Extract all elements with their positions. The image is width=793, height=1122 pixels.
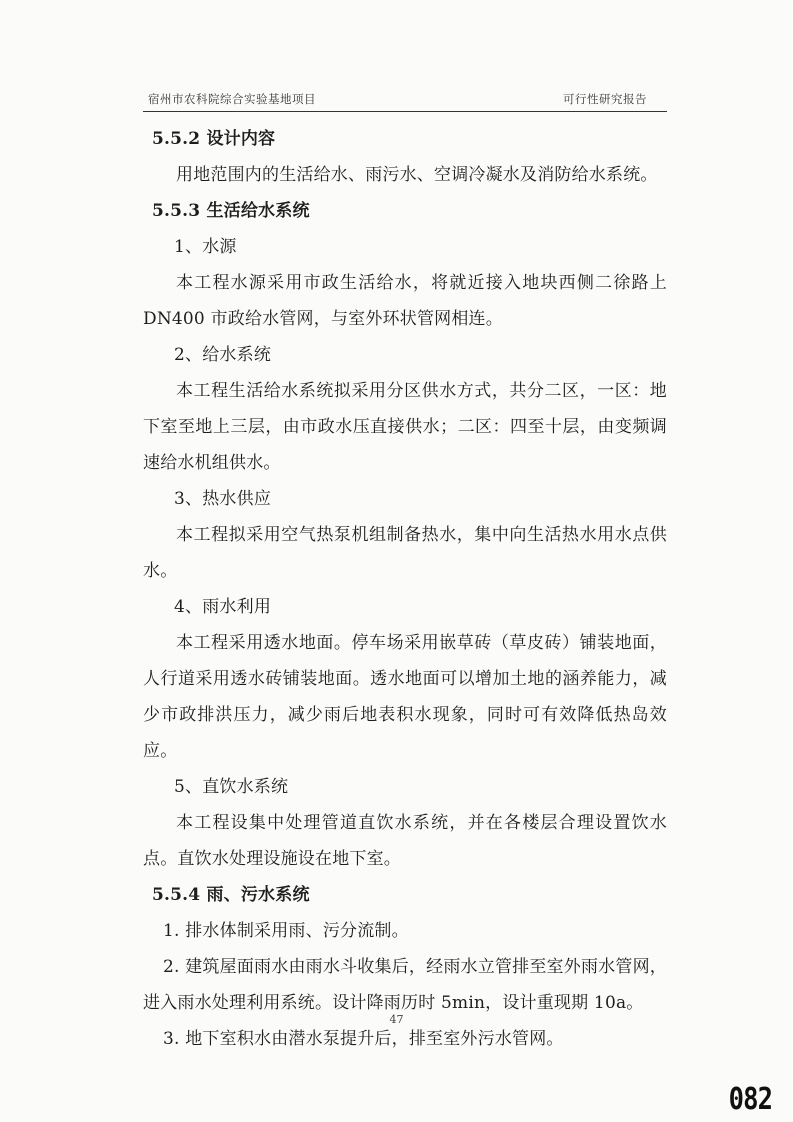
paragraph-hot-water: 本工程拟采用空气热泵机组制备热水，集中向生活热水用水点供水。 (143, 525, 667, 581)
list-item-drainage-1: 1. 排水体制采用雨、污分流制。 (163, 921, 409, 941)
subheading-water-supply: 2、给水系统 (174, 345, 272, 365)
paragraph-water-supply: 本工程生活给水系统拟采用分区供水方式，共分二区，一区：地下室至地上三层，由市政水压直接供水；二区：四至十层，由变频调速给水机组供水。 (143, 381, 667, 473)
list-item-drainage-3: 3. 地下室积水由潜水泵提升后，排至室外污水管网。 (163, 1029, 564, 1049)
list-item-drainage-2: 2. 建筑屋面雨水由雨水斗收集后，经雨水立管排至室外雨水管网，进入雨水处理利用系统。设计降雨历时 5min，设计重现期 10a。 (143, 957, 667, 1013)
page-number: 47 (389, 1013, 404, 1026)
subheading-drinking-water: 5、直饮水系统 (174, 777, 289, 797)
section-heading-5-5-2: 5.5.2 设计内容 (152, 129, 276, 149)
paragraph-rainwater-use: 本工程采用透水地面。停车场采用嵌草砖（草皮砖）铺装地面，人行道采用透水砖铺装地面。透水地面可以增加土地的涵养能力，减少市政排洪压力，减少雨后地表积水现象，同时可有效降低热岛效应。 (143, 633, 667, 761)
section-heading-5-5-4: 5.5.4 雨、污水系统 (152, 885, 310, 905)
header-divider (143, 111, 667, 112)
subheading-water-source: 1、水源 (174, 237, 237, 257)
subheading-hot-water: 3、热水供应 (174, 489, 272, 509)
paragraph-design-content: 用地范围内的生活给水、雨污水、空调冷凝水及消防给水系统。 (176, 165, 658, 185)
paragraph-water-source: 本工程水源采用市政生活给水，将就近接入地块西侧二徐路上DN400 市政给水管网，与室外环状管网相连。 (143, 273, 667, 329)
paragraph-drinking-water: 本工程设集中处理管道直饮水系统，并在各楼层合理设置饮水点。直饮水处理设施设在地下室。 (143, 813, 667, 869)
main-content (143, 121, 667, 1057)
stamp-page-number: 082 (728, 1082, 772, 1117)
subheading-rainwater-use: 4、雨水利用 (174, 597, 272, 617)
header-report-type: 可行性研究报告 (563, 92, 647, 106)
header-project-title: 宿州市农科院综合实验基地项目 (148, 92, 316, 106)
section-heading-5-5-3: 5.5.3 生活给水系统 (152, 201, 310, 221)
